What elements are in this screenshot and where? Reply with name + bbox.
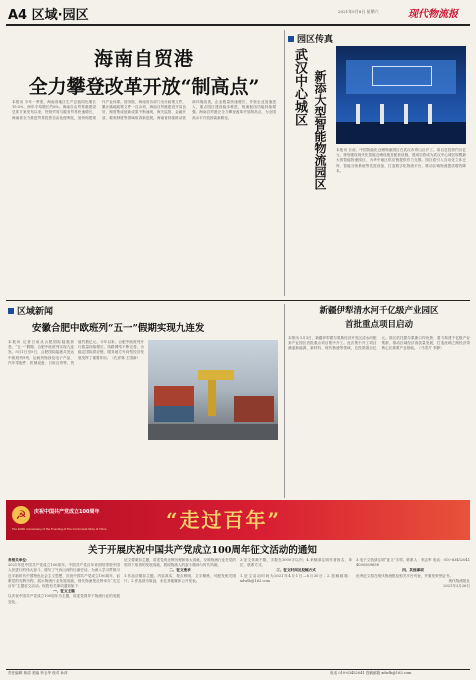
notice-col2: 征文要紧扣主题，讲述党的光辉历程和伟大成就，反映物流行业在党的领导下取得的发展成就，展现物流人的奋斗精神与时代风貌。: [124, 558, 236, 568]
notice-col2b: 1.作品应紧扣主题，内容真实，观点鲜明，文字精炼，可配发相关图片；2.作品须为原创，未在其他媒体公开发表。: [124, 573, 236, 583]
centenary-slogan: “走过百年”: [166, 508, 282, 532]
xinjiang-title-line1: 新疆伊犁清水河千亿级产业园区: [319, 306, 439, 316]
notice-greeting: 各相关单位：: [8, 558, 30, 562]
notice-section2: 二、征文要求: [169, 568, 191, 573]
paper-logo: 现代物流报: [408, 9, 458, 20]
notice-col4b: 优秀征文将在现代物流报及相关平台刊登，并颁发荣誉证书。: [356, 573, 454, 578]
footer-contact: 电话 010-63452041 投稿邮箱 xdwlb@163.com: [330, 671, 412, 675]
notice-title: 关于开展庆祝中国共产党成立100周年征文活动的通知: [88, 545, 317, 556]
section-label: A4 区域·园区: [8, 8, 89, 23]
lead-title-line1: 海南自贸港: [93, 48, 194, 70]
notice-col3: 3.征文体裁不限，字数在3000字以内；4.来稿请注明作者姓名、单位、联系方式。: [240, 558, 352, 568]
notice-body: [8, 558, 470, 668]
notice-col1: 2021年是中国共产党成立100周年。中国共产党百年来团结带领中国人民进行的伟大奋斗，谱写了气吞山河的壮丽史诗。为深入学习贯彻习近平新时代中国特色社会主义思想，庆祝中国共产党成立100周年，讴歌党的光辉历程，展示物流行业发展成就，现代物流报社特举办“走过百年”主题征文活动。现将有关事项通知如下：: [8, 563, 120, 589]
notice-sign-date: 2021年3月26日: [443, 584, 470, 589]
notice-section4: 四、其他事项: [402, 568, 424, 573]
notice-section3: 三、征文时间及投稿方式: [276, 568, 316, 573]
party-emblem-icon: ☭: [12, 506, 30, 524]
section-marker-icon: [8, 308, 14, 314]
park-title-col1: 武汉中心城区: [292, 48, 307, 126]
page-header: [0, 0, 476, 28]
container-yard-photo: [148, 340, 278, 440]
lead-story: [8, 30, 280, 300]
xinjiang-body: 本报讯 5月3日，新疆伊犁霍尔果斯经济开发区清水河配套产业园区首批重点项目集中开工。此次集中开工项目涵盖新能源、新材料、现代物流等领域，总投资超百亿元。园区依托霍尔果斯口岸优势，着力构建千亿级产业集群，推动区域经济高质量发展，打造丝绸之路经济带核心区重要产业基地。（马雪芹 李静）: [288, 336, 470, 351]
centenary-badge-cn: 庆祝中国共产党成立100周年: [34, 509, 100, 515]
anhui-body: 本报讯 记者日前从合肥国际陆港获悉，“五一”假期，合肥中欧班列实现九连发。5月1日至5日，合肥国际陆港共发运中欧班列9列，运载货物涉及电子产品、汽车零配件、机械设备、日用百货等，货值约数亿元。今年以来，合肥中欧班列开行数量持续增长，线路网络不断完善，为稳定国际供应链、服务地方外向型经济发展发挥了重要作用。（孔祥林 王国新）: [8, 340, 144, 365]
notice-signature: 现代物流报社: [448, 578, 470, 583]
centenary-banner: [6, 500, 470, 540]
park-news: [288, 30, 470, 296]
ceremony-photo: [336, 46, 466, 144]
park-body: 本报讯 日前，中国智能化仓储物流园区在武汉市青山区开工。项目总投资约百亿元，规划建设现代化智能仓储设施及配套设施，建成后将成为武汉中心城区规模最大的智能物流园区，为华中地区供应链提供有力支撑。园区将引入自动化立体仓库、智能分拣系统等先进设备，打造数字化物流平台，推动区域物流提质增效降本。: [336, 148, 466, 173]
regional-section-label: 区域新闻: [17, 307, 54, 317]
anhui-body-cont: [148, 444, 278, 498]
notice-col1b: 以庆祝中国共产党成立100周年为主题，讲述党领导下物流行业的发展变化。: [8, 594, 120, 604]
notice-section1: 一、征文主题: [53, 589, 75, 594]
notice-col4: 3.电子文档请注明“征文”字样。联系人：李志军 电话：010-63452041 4000569698: [356, 558, 470, 568]
lead-title-line2: 全力攀登改革开放“制高点”: [28, 76, 260, 98]
xinjiang-story: [288, 304, 470, 500]
xinjiang-title-line2: 首批重点项目启动: [344, 320, 413, 330]
section-marker-icon: [288, 36, 294, 42]
lead-body: 本报讯 今年一季度，海南省地区生产总值同比增长19.5%，两年平均增长约6%。海南自由贸易港建设总体方案发布以来，货物贸易与服务贸易快速增长，海南省全力推进贸易投资自由化便利化，加快构建现代产业体系。国务院、海南省各部门出台政策文件，累计落地政策文件一百余项，海南自贸港建设开局良好，制度集成创新成果不断涌现，海关监管、金融开放、税收制度等领域取得新进展。海南省持续推动营商环境改善，企业数量快速增长，外资企业加速进入，重点园区建设稳步推进，物流枢纽功能持续增强。海南自贸港正全力攀登改革开放制高点，为全国高水平开放探索新路径。: [12, 100, 276, 120]
anhui-title: 安徽合肥中欧班列“五一”假期实现九连发: [32, 323, 205, 334]
notice-col3b: 1.征文活动时间为2021年4月1日—8月30日；2.投稿邮箱：xdwlb@163.com: [240, 573, 352, 583]
park-section-label: 园区传真: [297, 35, 334, 45]
park-title-col2: 新添大型智能物流园区: [313, 70, 327, 190]
centenary-badge-en: The 100th Anniversary of the Founding of The Communist Party of China: [12, 528, 107, 531]
anhui-story: [8, 304, 280, 500]
footer-credits: 责任编辑 林清 美编 李玉华 校对 孙萍: [8, 671, 68, 675]
header-date: 2021年5月8日 星期六: [338, 9, 379, 14]
